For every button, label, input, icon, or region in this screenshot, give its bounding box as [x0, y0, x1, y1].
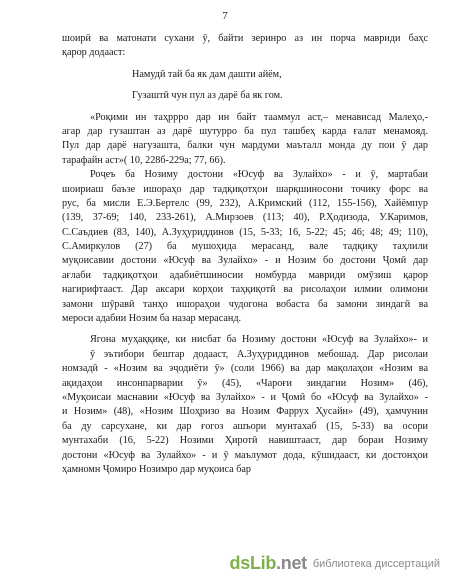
text-line: ҳамномн Ҷомиро Нозимро дар муқоиса бар	[62, 463, 252, 475]
text-line: (139, 37-69; 140, 233-261), А.Мирзоев (113; 40), Р.Ҳодизода, У.Каримов,	[62, 212, 428, 224]
text-line: «Муқоисаи маснавии «Юсуф ва Зулайхо» - и Ҷомӣ бо «Юсуф ва Зулайхо» -	[62, 391, 428, 403]
text-line: номзадӣ - «Нозим ва эҷодиёти ӯ» (соли 1966) ва дар мақолаҳои «Нозим ва	[62, 363, 428, 375]
watermark-logo	[230, 553, 307, 574]
text-line: С.Саъдиев (83, 140), А.Зуҳуриддинов (15, 5-33; 16, 5-22; 45; 46; 48; 49; 110),	[62, 226, 428, 238]
text-line: Гузаштӣ чун пул аз дарё ба як гом.	[132, 90, 283, 102]
text-line: муқоисавии достони «Юсуф ва Зулайхо» - и Нозим бо достони Ҷомӣ дар	[62, 255, 428, 267]
page-body	[62, 32, 428, 477]
text-line: мероси адабии Нозим ба назар мерасанд.	[62, 313, 242, 325]
watermark-logo-main: dsLib	[229, 553, 277, 573]
line-spacer	[62, 326, 428, 333]
watermark-logo-suffix: .net	[276, 553, 307, 573]
text-line: «Роқими ин таҳррро дар ин байт тааммул аст,– менависад Малеҳо,-	[90, 111, 428, 123]
watermark-tagline: библиотека диссертаций	[312, 557, 440, 570]
text-line: Роҷеъ ба Нозиму достони «Юсуф ва Зулайхо» - и ӯ, мартабаи	[90, 169, 428, 181]
line-spacer	[62, 104, 428, 111]
text-line: қарор додааст:	[62, 47, 126, 59]
text-line: шоирӣ ва матонати сухани ӯ, байти зеринро аз ин порча мавриди баҳс	[62, 33, 428, 44]
text-line: С.Амиркулов (27) ба мушоҳида мерасанд, вале тадқиқу таҳлили	[62, 241, 428, 253]
line-spacer	[62, 61, 428, 68]
text-line: мунтахаби (16, 5-22) Нозими Ҳиротӣ навиштааст, дар бораи Нозиму	[62, 435, 428, 447]
page-number: 7	[222, 10, 228, 22]
text-line: рус, ба мисли Е.Э.Бертелс (99, 232), А.Кримский (112, 155-156), Хайёмпур	[62, 197, 428, 209]
text-line: шоириаш баъзе ишораҳо дар тадқиқотҳои шарқшиносони точику форс ва	[62, 183, 428, 195]
text-line: и Нозим» (48), «Нозим Шоҳризо ва Нозим Фаррух Ҳусайн» (49), ҳамчунин	[62, 406, 428, 418]
text-line: достони «Юсуф ва Зулайхо» - и ӯ маълумот дода, кӯшидааст, ки достонҳои	[62, 449, 428, 461]
text-line: замони шӯравӣ танҳо ишораҳои чудогона вобаста ба замони зиндагӣ ва	[62, 298, 428, 310]
text-line: Пул дар дарё нагузашта, балки чун мардуми маъталл мондa ду пои ӯ дар	[62, 140, 428, 152]
text-line: нагирифтааст. Дар аксари корҳои таҳқиқотӣ ва рисолаҳои илмии олимони	[62, 284, 428, 296]
text-line: ӯ эътибори бештар додааст, А.Зуҳуриддинов мебошад. Дар рисолаи	[90, 348, 428, 360]
text-line: ба ду сарсухане, ки дар ғогоз ашъори мунтахаб (15, 5-33) ва осори	[62, 420, 428, 432]
text-line: Ягона муҳаққиқе, ки нисбат ба Нозиму достони «Юсуф ва Зулайхо»- и	[90, 334, 428, 346]
text-line: агар дар гузаштан аз дарё шутурро ба пул ташбеҳ карда ғалат менамояд.	[62, 125, 428, 137]
text-line: ағлаби тадқиқотҳои адабиётшиносии номбурда мавриди омӯзиш қарор	[62, 269, 428, 281]
text-line: Намудӣ тай ба як дам дашти айём,	[132, 68, 282, 80]
line-spacer	[62, 82, 428, 89]
text-line: тарафайн аст»( 10, 228б-229а; 77, 66).	[62, 154, 226, 166]
text-line: ақидаҳои инсонпарварии ӯ» (45), «Чароғи зиндагии Нозим» (46),	[62, 377, 428, 389]
watermark	[230, 553, 440, 574]
